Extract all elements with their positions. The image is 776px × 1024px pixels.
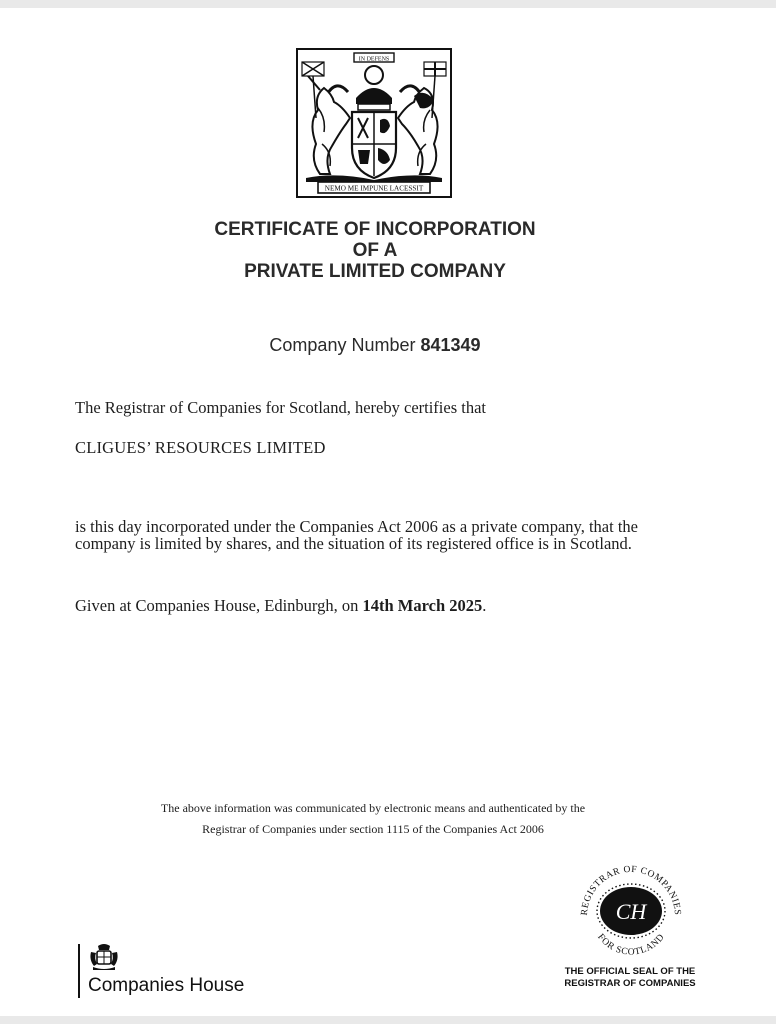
- royal-crest-icon: [88, 942, 120, 972]
- given-suffix: .: [482, 596, 487, 615]
- seal-caption-line-2: REGISTRAR OF COMPANIES: [564, 977, 696, 989]
- given-statement: [75, 596, 486, 616]
- svg-text:CH: CH: [615, 899, 647, 924]
- svg-text:FOR SCOTLAND: FOR SCOTLAND: [595, 932, 667, 958]
- svg-text:IN DEFENS: IN DEFENS: [358, 56, 390, 63]
- certifies-text: The Registrar of Companies for Scotland, hereby certifies that: [75, 398, 486, 417]
- registrar-seal-icon: [575, 854, 687, 966]
- seal-caption: [540, 966, 720, 989]
- incorporation-statement: [75, 518, 638, 552]
- company-number-value: 841349: [420, 335, 481, 355]
- given-prefix: Given at Companies House, Edinburgh, on: [75, 596, 363, 615]
- title-line-1: CERTIFICATE OF INCORPORATION: [214, 219, 536, 240]
- authentication-note: [100, 798, 646, 840]
- logo-divider: [78, 944, 80, 998]
- authentication-line-1: The above information was communicated by electronic means and authenticated by the: [160, 801, 586, 815]
- companies-house-logo: [78, 942, 278, 1002]
- title-line-3: PRIVATE LIMITED COMPANY: [244, 261, 506, 282]
- title-line-2: OF A: [352, 240, 398, 261]
- seal-caption-line-1: THE OFFICIAL SEAL OF THE: [564, 966, 696, 977]
- svg-text:NEMO ME IMPUNE LACESSIT: NEMO ME IMPUNE LACESSIT: [324, 184, 424, 193]
- coat-of-arms-icon: [296, 48, 452, 198]
- incorporation-line-2: company is limited by shares, and the situation of its registered office is in Scotland.: [75, 534, 632, 553]
- company-number-label: Company Number: [269, 335, 416, 355]
- incorporation-date: 14th March 2025: [362, 596, 483, 615]
- svg-text:REGISTRAR OF COMPANIES: REGISTRAR OF COMPANIES: [579, 864, 683, 916]
- incorporation-line-1: is this day incorporated under the Companies Act 2006 as a private company, that the: [75, 517, 638, 536]
- authentication-line-2: Registrar of Companies under section 1115 of the Companies Act 2006: [202, 822, 544, 836]
- companies-house-name: Companies House: [88, 975, 245, 996]
- certificate-title: [150, 219, 600, 282]
- company-name: CLIGUES’ RESOURCES LIMITED: [75, 438, 326, 457]
- certificate-page: [0, 8, 776, 1016]
- company-number: [150, 335, 600, 356]
